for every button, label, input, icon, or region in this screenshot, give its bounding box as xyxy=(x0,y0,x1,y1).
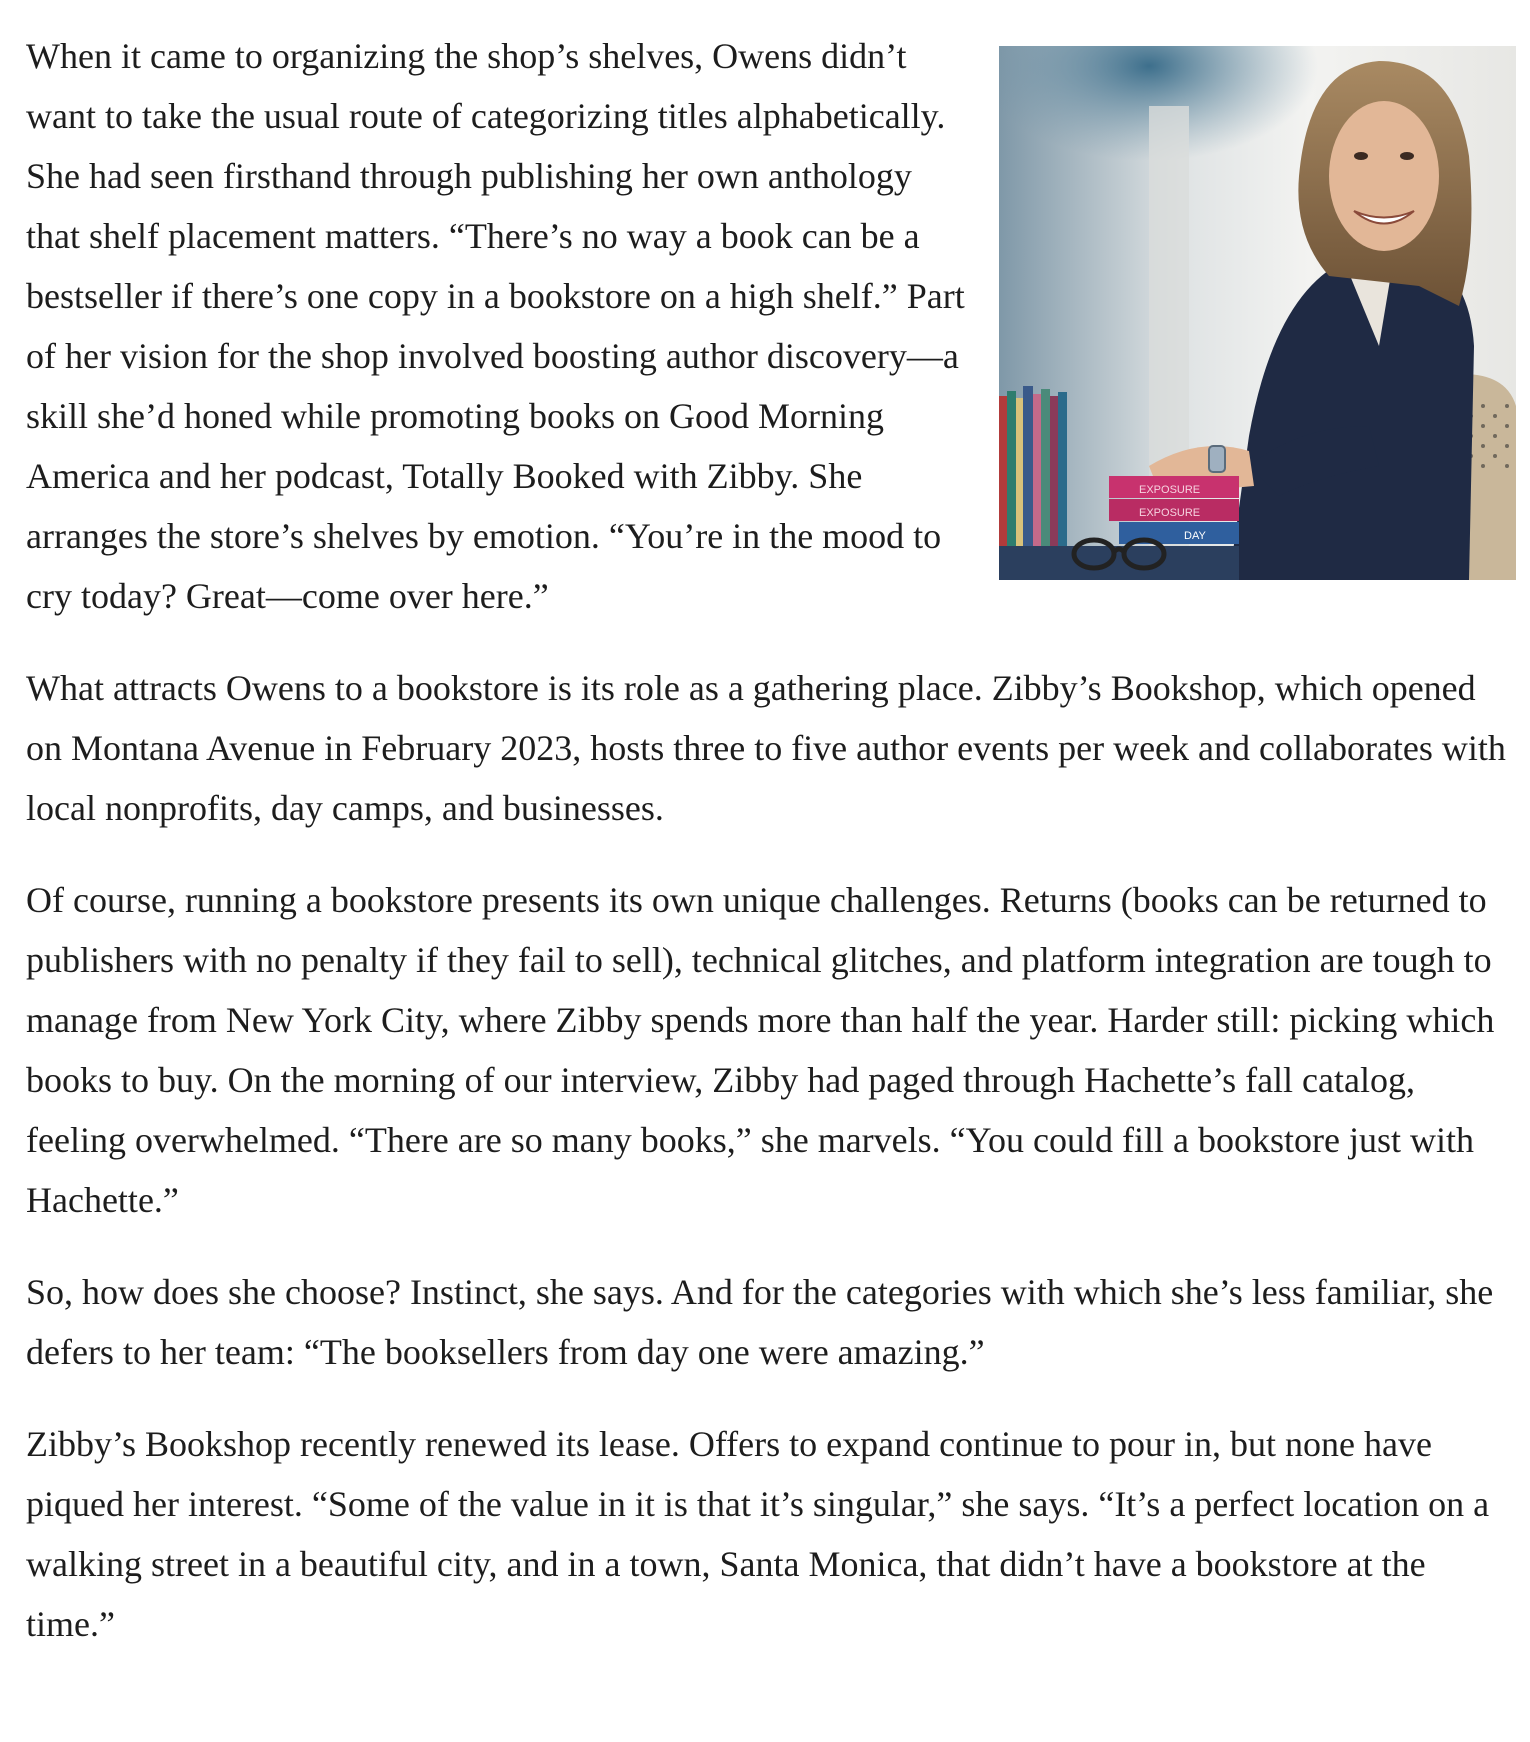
spine-1: EXPOSURE xyxy=(1139,484,1201,496)
paragraph: When it came to organizing the shop’s shelves, Owens didn’t want to take the usual route of categorizing titles alphabetically. She had seen firsthand through publishing her own anthology that shelf placement matters. “There’s no way a book can be a bestseller if there’s one copy in a bookstore on a high shelf.” Part of her vision for the shop involved boosting author discovery—a skill she’d honed while promoting books on Good Morning America and her podcast, Totally Booked with Zibby. She arranges the store’s shelves by emotion. “You’re in the mood to cry today? Great—come over here.” xyxy=(26,36,965,616)
article-body xyxy=(26,26,1516,1686)
paragraph: Of course, running a bookstore presents its own unique challenges. Returns (books can be returned to publishers with no penalty if they fail to sell), technical glitches, and platform integration are tough to manage from New York City, where Zibby spends more than half the year. Harder still: picking which books to buy. On the morning of our interview, Zibby had paged through Hachette’s fall catalog, feeling overwhelmed. “There are so many books,” she marvels. “You could fill a bookstore just with Hachette.” xyxy=(26,880,1495,1220)
portrait-illustration xyxy=(999,46,1516,580)
portrait-photo xyxy=(999,46,1516,580)
paragraph: What attracts Owens to a bookstore is its role as a gathering place. Zibby’s Bookshop, which opened on Montana Avenue in February 2023, hosts three to five author events per week and collaborates with local nonprofits, day camps, and businesses. xyxy=(26,668,1506,828)
spine-2: EXPOSURE xyxy=(1139,507,1201,519)
paragraph: Zibby’s Bookshop recently renewed its lease. Offers to expand continue to pour in, but none have piqued her interest. “Some of the value in it is that it’s singular,” she says. “It’s a perfect location on a walking street in a beautiful city, and in a town, Santa Monica, that didn’t have a bookstore at the time.” xyxy=(26,1424,1490,1644)
paragraph: So, how does she choose? Instinct, she says. And for the categories with which she’s less familiar, she defers to her team: “The booksellers from day one were amazing.” xyxy=(26,1272,1494,1372)
spine-3: DAY xyxy=(1184,530,1206,542)
watch xyxy=(1209,446,1225,472)
face xyxy=(1329,101,1439,251)
